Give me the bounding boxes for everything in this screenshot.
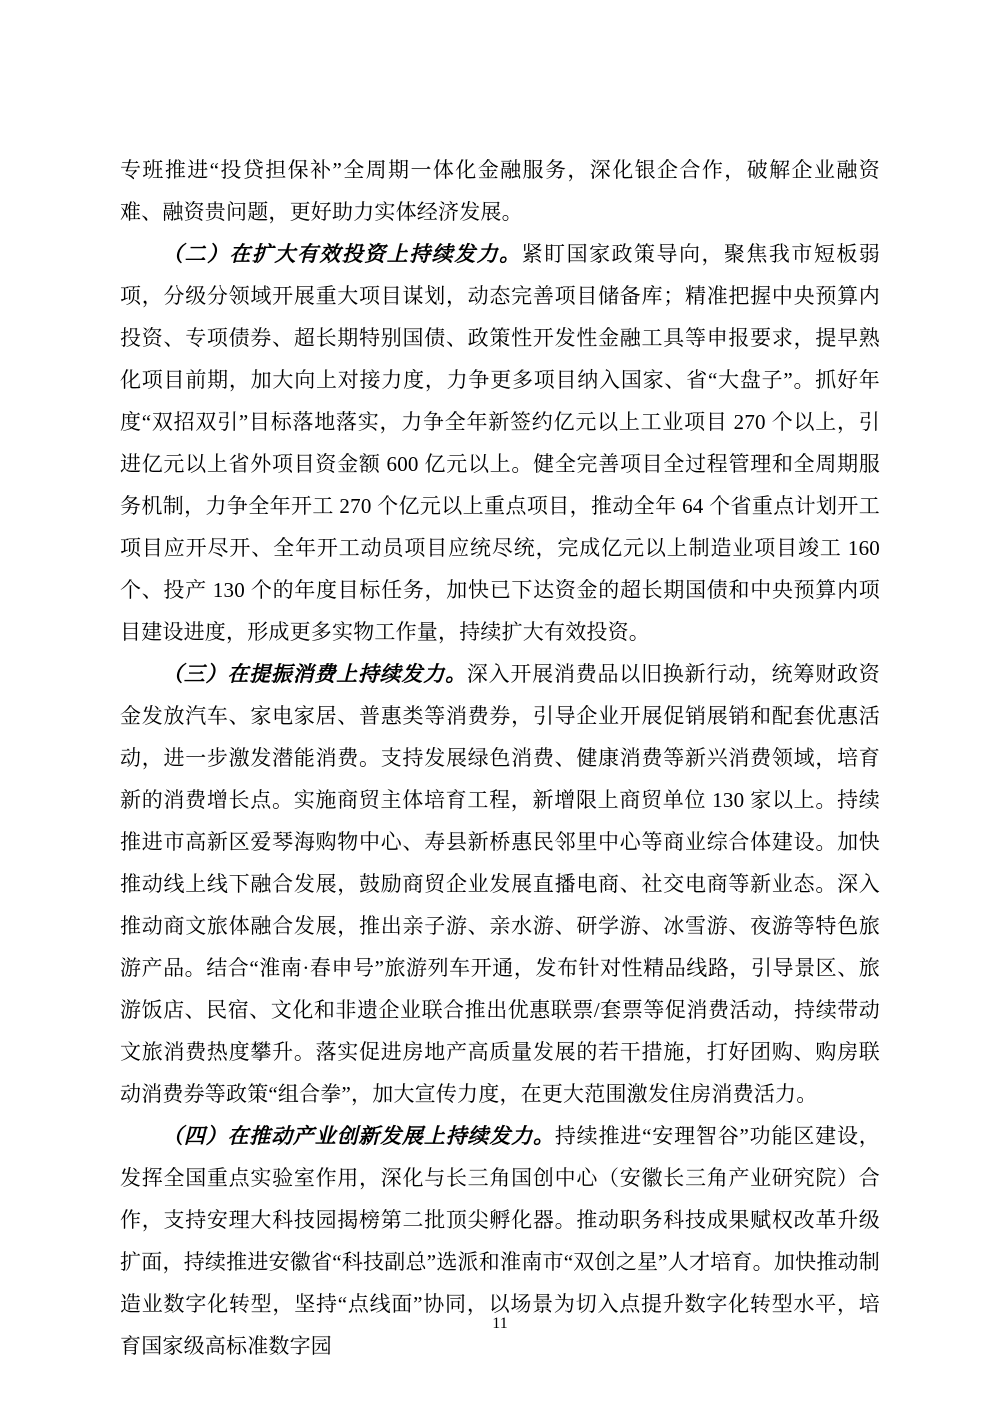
paragraph-continuation [120, 149, 880, 233]
paragraph-section-3 [120, 653, 880, 1115]
paragraph-text: 紧盯国家政策导向，聚焦我市短板弱项，分级分领域开展重大项目谋划，动态完善项目储备库；精准把握中央预算内投资、专项债券、超长期特别国债、政策性开发性金融工具等申报要求，提早熟化项目前期，加大向上对接力度，力争更多项目纳入国家、省“大盘子”。抓好年度“双招双引”目标落地落实，力争全年新签约亿元以上工业项目 270 个以上，引进亿元以上省外项目资金额 600 亿元以上。健全完善项目全过程管理和全周期服务机制，力争全年开工 270 个亿元以上重点项目，推动全年 64 个省重点计划开工项目应开尽开、全年开工动员项目应统尽统，完成亿元以上制造业项目竣工 160 个、投产 130 个的年度目标任务，加快已下达资金的超长期国债和中央预算内项目建设进度，形成更多实物工作量，持续扩大有效投资。 [120, 242, 880, 644]
paragraph-text: 深入开展消费品以旧换新行动，统筹财政资金发放汽车、家电家居、普惠类等消费券，引导企业开展促销展销和配套优惠活动，进一步激发潜能消费。支持发展绿色消费、健康消费等新兴消费领域，培育新的消费增长点。实施商贸主体培育工程，新增限上商贸单位 130 家以上。持续推进市高新区爱琴海购物中心、寿县新桥惠民邻里中心等商业综合体建设。加快推动线上线下融合发展，鼓励商贸企业发展直播电商、社交电商等新业态。深入推动商文旅体融合发展，推出亲子游、亲水游、研学游、冰雪游、夜游等特色旅游产品。结合“淮南·春申号”旅游列车开通，发布针对性精品线路，引导景区、旅游饭店、民宿、文化和非遗企业联合推出优惠联票/套票等促消费活动，持续带动文旅消费热度攀升。落实促进房地产高质量发展的若干措施，打好团购、购房联动消费券等政策“组合拳”，加大宣传力度，在更大范围激发住房消费活力。 [120, 662, 880, 1106]
document-body [120, 149, 880, 1367]
paragraph-text: 专班推进“投贷担保补”全周期一体化金融服务，深化银企合作，破解企业融资难、融资贵问题，更好助力实体经济发展。 [120, 158, 880, 224]
section-3-heading: （三）在提振消费上持续发力。 [162, 662, 467, 686]
paragraph-section-2 [120, 233, 880, 653]
section-2-heading: （二）在扩大有效投资上持续发力。 [162, 242, 522, 266]
paragraph-text: 持续推进“安理智谷”功能区建设，发挥全国重点实验室作用，深化与长三角国创中心（安徽长三角产业研究院）合作，支持安理大科技园揭榜第二批顶尖孵化器。推动职务科技成果赋权改革升级扩面，持续推进安徽省“科技副总”选派和淮南市“双创之星”人才培育。加快推动制造业数字化转型，坚持“点线面”协同，以场景为切入点提升数字化转型水平，培育国家级高标准数字园 [120, 1124, 880, 1358]
section-4-heading: （四）在推动产业创新发展上持续发力。 [162, 1124, 555, 1148]
page-number: 11 [492, 1315, 508, 1332]
